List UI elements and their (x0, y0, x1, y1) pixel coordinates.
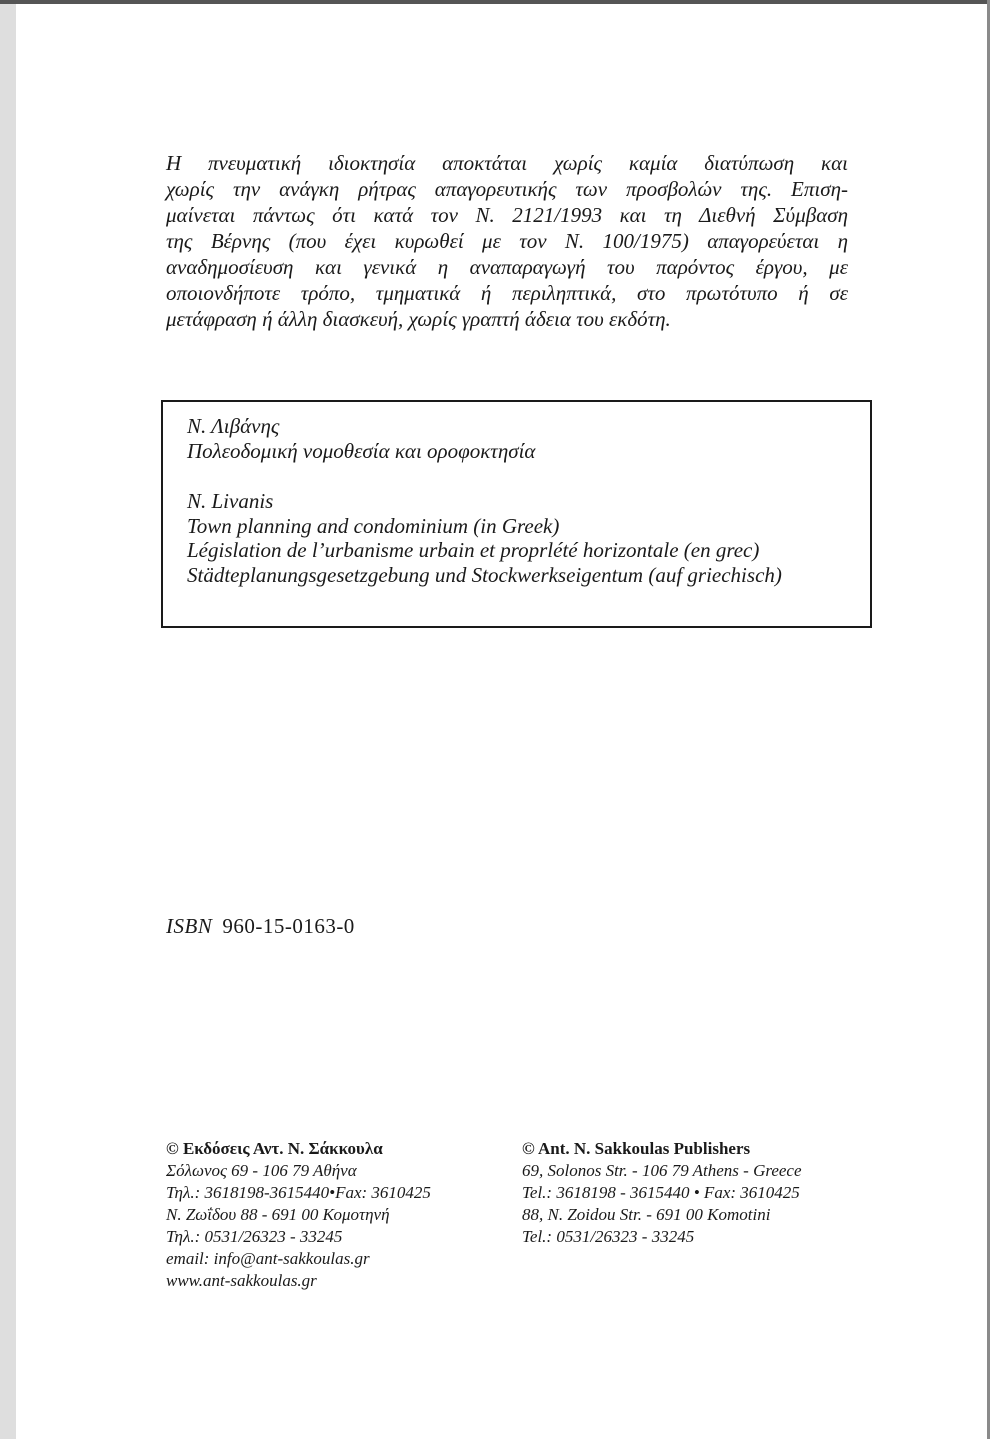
isbn-label: ISBN (166, 914, 213, 938)
publisher-website: www.ant-sakkoulas.gr (166, 1271, 317, 1290)
publisher-name-english: © Ant. N. Sakkoulas Publishers (522, 1139, 751, 1158)
publisher-email: email: info@ant-sakkoulas.gr (166, 1249, 370, 1268)
publisher-greek (166, 1138, 431, 1292)
notice-line: μετάφραση ή άλλη διασκευή, χωρίς γραπτή άδεια του εκδότη. (166, 307, 671, 331)
publisher-line: 69, Solonos Str. - 106 79 Athens - Greece (522, 1161, 802, 1180)
notice-line: μαίνεται πάντως ότι κατά τον Ν. 2121/1993 και τη Διεθνή Σύμβαση (166, 203, 848, 227)
publisher-line: Τηλ.: 0531/26323 - 33245 (166, 1227, 343, 1246)
notice-line: της Βέρνης (που έχει κυρωθεί με τον Ν. 100/1975) απαγορεύεται η (166, 229, 848, 253)
copyright-notice (166, 150, 848, 332)
isbn-value: 960-15-0163-0 (222, 914, 355, 938)
title-english: Town planning and condominium (in Greek) (187, 513, 560, 538)
top-edge (0, 0, 990, 4)
title-french: Législation de l’urbanisme urbain et proprlété horizontale (en grec) (187, 538, 760, 562)
title-box (161, 400, 872, 628)
notice-line: αναδημοσίευση και γενικά η αναπαραγωγή του παρόντος έργου, με (166, 255, 848, 279)
publisher-line: 88, N. Zoidou Str. - 691 00 Komotini (522, 1205, 771, 1224)
publisher-line: Σόλωνος 69 - 106 79 Αθήνα (166, 1161, 357, 1180)
author-latin: N. Livanis (187, 489, 274, 513)
notice-line: οποιονδήποτε τρόπο, τμηματικά ή περιληπτικά, στο πρωτότυπο ή σε (166, 281, 848, 305)
notice-line: Η πνευματική ιδιοκτησία αποκτάται χωρίς καμία διατύπωση και (166, 151, 848, 175)
title-german: Städteplanungsgesetzgebung und Stockwerkseigentum (auf griechisch) (187, 562, 782, 587)
publisher-line: Tel.: 0531/26323 - 33245 (522, 1227, 695, 1246)
notice-line: χωρίς την ανάγκη ρήτρας απαγορευτικής των προσβολών της. Επιση- (166, 177, 848, 201)
isbn (166, 914, 355, 939)
title-greek: Πολεοδομική νομοθεσία και οροφοκτησία (187, 438, 536, 463)
publisher-name-greek: © Εκδόσεις Αντ. Ν. Σάκκουλα (166, 1139, 383, 1158)
publisher-line: Τηλ.: 3618198-3615440•Fax: 3610425 (166, 1183, 431, 1202)
author-greek: Ν. Λιβάνης (187, 414, 280, 438)
publisher-line: Ν. Ζωΐδου 88 - 691 00 Κομοτηνή (166, 1205, 390, 1224)
page-edge-shadow (0, 0, 16, 1439)
spacer (187, 463, 870, 489)
publisher-line: Tel.: 3618198 - 3615440 • Fax: 3610425 (522, 1183, 800, 1202)
publisher-english (522, 1138, 802, 1248)
